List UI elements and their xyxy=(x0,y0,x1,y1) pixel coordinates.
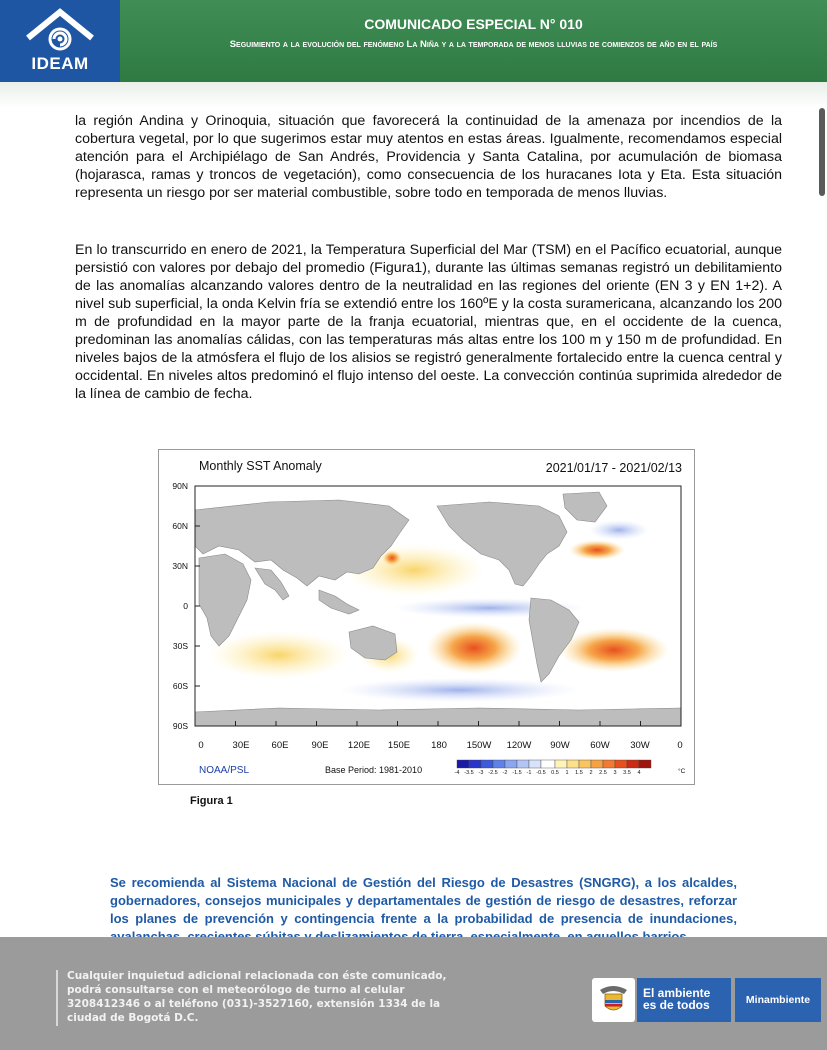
colombia-coat-of-arms xyxy=(592,978,635,1022)
colorbar-unit: °C xyxy=(678,768,686,775)
document-title: COMUNICADO ESPECIAL N° 010 xyxy=(364,16,583,32)
figure-caption: Figura 1 xyxy=(190,795,233,807)
colorbar-label: -1 xyxy=(526,770,532,776)
lon-label-0-end: 0 xyxy=(677,740,683,751)
sst-anomaly-map xyxy=(158,449,695,785)
colorbar-label: 1.5 xyxy=(575,770,583,776)
page-footer xyxy=(0,937,827,1050)
lon-label-120w: 120W xyxy=(506,740,532,751)
map-source: NOAA/PSL xyxy=(199,765,250,776)
lon-label-150w: 150W xyxy=(466,740,492,751)
colorbar-label: 1 xyxy=(565,770,569,776)
anomaly-cool-south xyxy=(339,678,579,702)
document-subtitle: Seguimiento a la evolución del fenómeno La Niña y a la temporada de menos lluvias de comienzos de año en el país xyxy=(229,39,718,50)
lat-label-60n: 60N xyxy=(172,521,188,531)
ministry-label: Minambiente xyxy=(745,994,811,1006)
anomaly-warm-south-pacific xyxy=(426,622,522,674)
colorbar-label: 0.5 xyxy=(551,770,559,776)
lon-label-60w: 60W xyxy=(590,740,610,751)
colorbar-label: 3.5 xyxy=(623,770,631,776)
colorbar-label: -3 xyxy=(478,770,484,776)
colorbar-label: -3.5 xyxy=(464,770,474,776)
lat-label-90s: 90S xyxy=(172,721,188,731)
colorbar-label: -0.5 xyxy=(536,770,546,776)
lat-label-30s: 30S xyxy=(172,641,188,651)
lon-label-90w: 90W xyxy=(550,740,570,751)
paragraph-1: la región Andina y Orinoquia, situación que favorecerá la continuidad de la amenaza por incendios de la cobertura vegetal, por lo que sugerimos estar muy atentos en estas áreas. Igualmente, recomendamos especial atención para el Archipiélago de San Andrés, Providencia y Santa Catalina, por acumulación de biomasa (hojarasca, ramas y troncos de vegetación), como consecuencia de los huracanes Iota y Eta. Esta situación representa un riesgo por ser material combustible, sobre todo en temporada de menos lluvias. xyxy=(75,113,782,201)
ideam-emblem-icon xyxy=(24,8,96,56)
gov-brand-label: El ambiente es de todos xyxy=(643,986,711,1012)
footer-divider xyxy=(56,970,58,1026)
lon-label-90e: 90E xyxy=(311,740,329,751)
colorbar-label: -4 xyxy=(454,770,460,776)
coat-of-arms-icon xyxy=(592,978,635,1022)
colorbar xyxy=(457,760,651,768)
lon-label-120e: 120E xyxy=(347,740,371,751)
map-base-period: Base Period: 1981-2010 xyxy=(325,765,423,775)
lat-label-90n: 90N xyxy=(172,481,188,491)
lon-label-150e: 150E xyxy=(387,740,411,751)
logo-text: IDEAM xyxy=(31,54,89,73)
colorbar-label: 2 xyxy=(589,770,593,776)
contact-text: Cualquier inquietud adicional relacionada con éste comunicado, podrá consultarse con el meteorólogo de turno al celular 3208412346 o al teléfono (031)-3527160, extensión 1334 de la ciudad de Bogotá D.C. xyxy=(67,970,447,1024)
colorbar-label: 3 xyxy=(613,770,617,776)
lon-label-180: 180 xyxy=(431,740,447,751)
anomaly-cool-north-atlantic xyxy=(589,520,649,540)
lon-label-0: 0 xyxy=(198,740,204,751)
lat-label-60s: 60S xyxy=(172,681,188,691)
lon-label-60e: 60E xyxy=(271,740,289,751)
lon-label-30w: 30W xyxy=(630,740,650,751)
colorbar-label: -1.5 xyxy=(512,770,522,776)
lat-label-0: 0 xyxy=(183,601,188,611)
colorbar-label: 2.5 xyxy=(599,770,607,776)
scrollbar[interactable] xyxy=(819,108,825,196)
anomaly-warm-south-atlantic xyxy=(559,628,669,672)
ideam-logo xyxy=(0,0,120,82)
anomaly-warm-indian xyxy=(209,631,349,679)
recommendation-paragraph: Se recomienda al Sistema Nacional de Gestión del Riesgo de Desastres (SNGRG), a los alcaldes, gobernadores, consejos municipales y departamentales de gestión de riesgo de desastres, reforzar los planes de prevención y contingencia frente a la probabilidad de presencia de inundaciones, xyxy=(110,875,737,926)
map-date-range: 2021/01/17 - 2021/02/13 xyxy=(545,461,682,475)
lat-label-30n: 30N xyxy=(172,561,188,571)
colorbar-label: -2.5 xyxy=(488,770,498,776)
colorbar-label: 4 xyxy=(637,770,641,776)
map-graphic xyxy=(159,450,696,786)
colorbar-label: -2 xyxy=(502,770,508,776)
paragraph-2: En lo transcurrido en enero de 2021, la Temperatura Superficial del Mar (TSM) en el Pacífico ecuatorial, aunque persistió con valores por debajo del promedio (Figura1), durante las últimas semanas registró un debilitamiento de las anomalías alcanzando valores dentro de la neutralidad en las regiones del oriente (EN 3 y EN 1+2). A nivel sub superficial, la onda Kelvin fría se extendió entre los 160ºE y la costa suramericana, alcanzando los 200 m de profundidad en la mayor parte de la franja ecuatorial, mientras que, en el occidente de la cuenca, predominan las anomalías cálidas, con las temperaturas más altas entre los 100 m y 150 m de profundidad. En niveles bajos de la atmósfera el flujo de los alisios se registró generalmente fortalecido entre la cuenca central y occidental. En niveles altos predominó el flujo intenso del oeste. La convección continúa suprimida alrededor de la línea de cambio de fecha. xyxy=(75,242,782,402)
map-title: Monthly SST Anomaly xyxy=(199,459,322,473)
header-fade xyxy=(0,82,827,108)
lon-label-30e: 30E xyxy=(232,740,250,751)
anomaly-warm-north-atlantic xyxy=(569,540,625,560)
